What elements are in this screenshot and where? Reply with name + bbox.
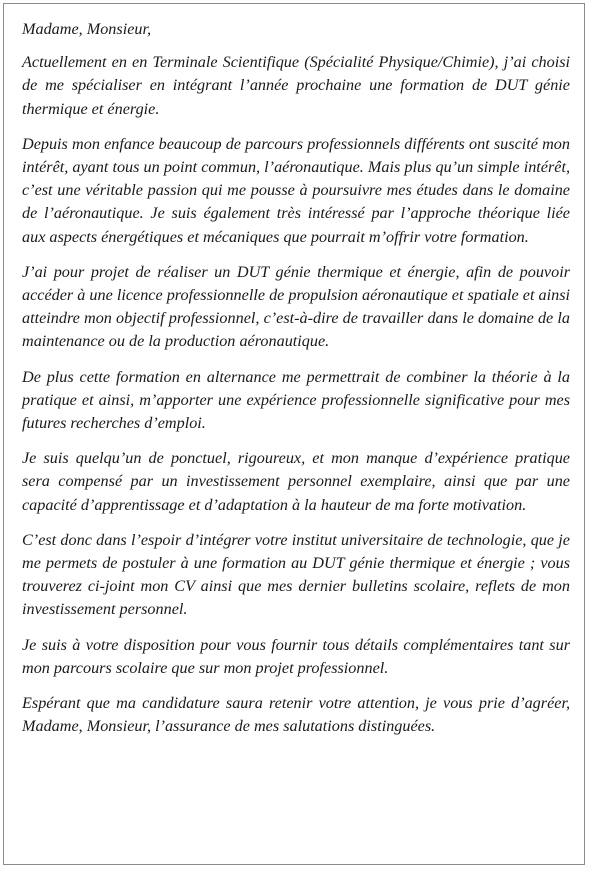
letter-paragraph-closing: Espérant que ma candidature saura retenir votre attention, je vous prie d’agréer, Madame, Monsieur, l’assurance de mes salutations distinguées. bbox=[22, 694, 570, 736]
letter-paragraph-alternance: De plus cette formation en alternance me permettrait de combiner la théorie à la pratique et ainsi, m’apporter une expérience professionnelle significative pour mes futures recherches d’emploi. bbox=[22, 367, 570, 433]
letter-salutation: Madame, Monsieur, bbox=[22, 20, 152, 38]
letter-paragraph-application: C’est donc dans l’espoir d’intégrer votre institut universitaire de technologie, que je me permets de postuler à une formation au DUT génie thermique et énergie ; vous trouverez ci-joint mon CV ainsi que mes dernier bulletins scolaire, reflets de mon investissement personnel. bbox=[22, 530, 570, 619]
letter-paragraph-motivation: Depuis mon enfance beaucoup de parcours professionnels différents ont suscité mon intérêt, ayant tous un point commun, l’aéronautique. Mais plus qu’un simple intérêt, c’est une véritable passion qui me pousse à poursuivre mes études dans le domaine de l’aéronautique. Je suis également très intéressé par l’approche théorique liée aux aspects énergétiques et mécaniques que pourrait m’offrir votre formation. bbox=[22, 134, 570, 246]
letter-paragraph-project: J’ai pour projet de réaliser un DUT génie thermique et énergie, afin de pouvoir accéder à une licence professionnelle de propulsion aéronautique et spatiale et ainsi atteindre mon objectif professionnel, c’est-à-dire de travailler dans le domaine de la maintenance ou de la production aéronautique. bbox=[22, 262, 571, 351]
letter-paragraph-availability: Je suis à votre disposition pour vous fournir tous détails complémentaires tant sur mon parcours scolaire que sur mon projet professionnel. bbox=[22, 635, 570, 677]
letter-paragraph-qualities: Je suis quelqu’un de ponctuel, rigoureux, et mon manque d’expérience pratique sera compensé par un investissement personnel exemplaire, ainsi que par une capacité d’apprentissage et d’adaptation à la hauteur de ma forte motivation. bbox=[22, 449, 570, 514]
letter-paragraph-intro: Actuellement en en Terminale Scientifique (Spécialité Physique/Chimie), j’ai choisi de me spécialiser en intégrant l’année prochaine une formation de DUT génie thermique et énergie. bbox=[22, 53, 570, 118]
letter-document bbox=[3, 3, 585, 865]
